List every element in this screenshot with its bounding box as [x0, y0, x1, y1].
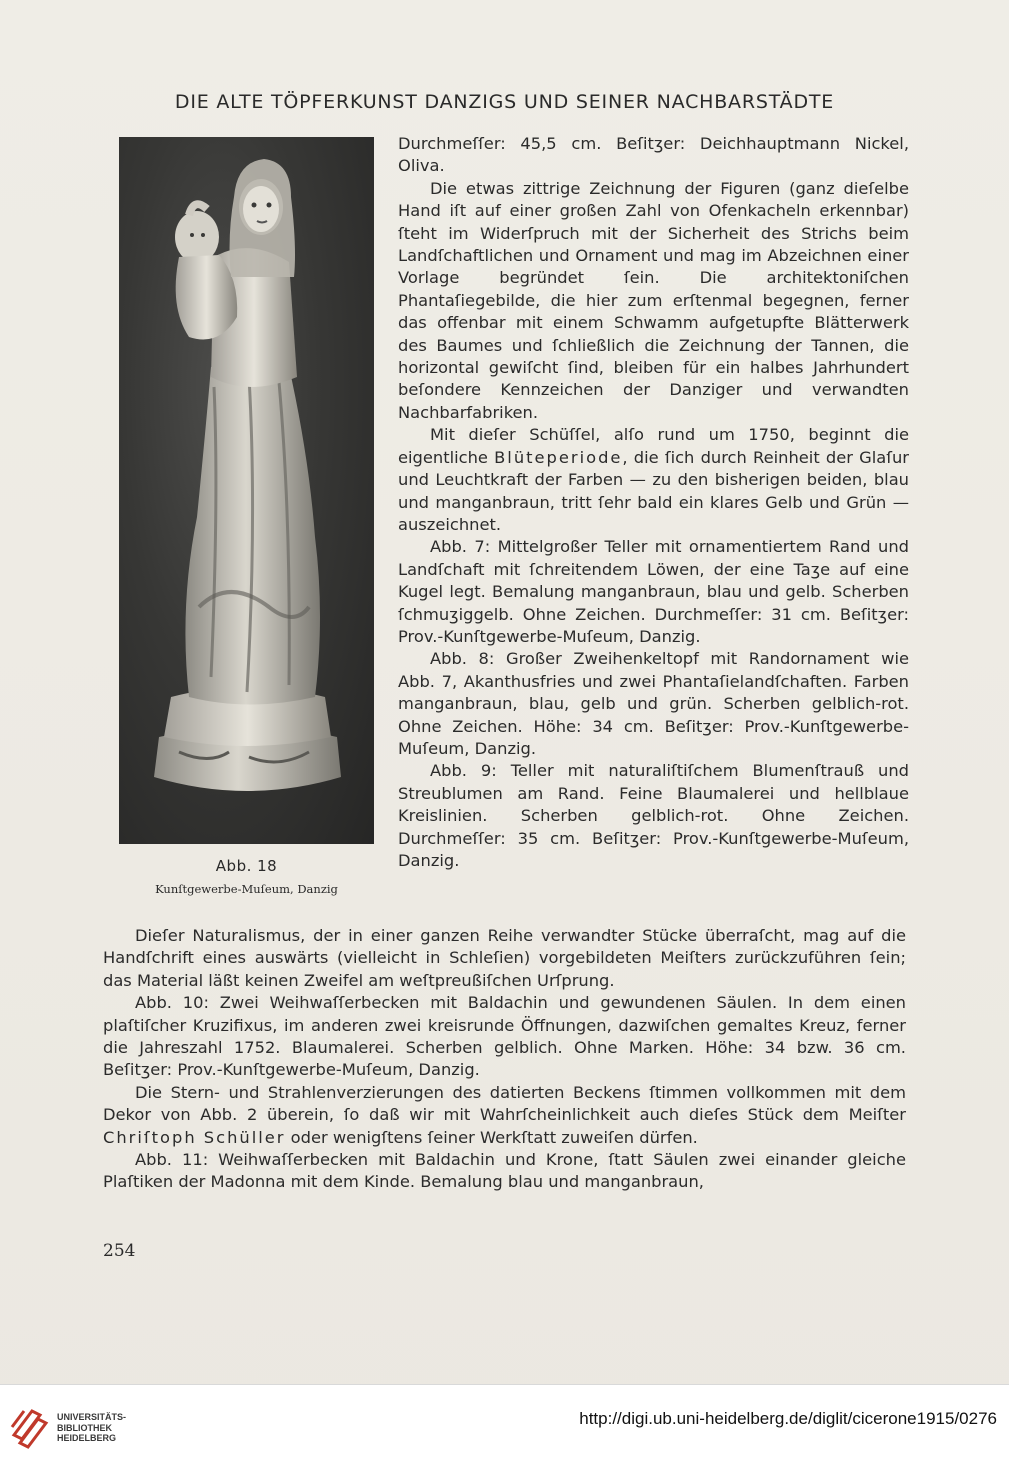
library-logo-icon [10, 1405, 50, 1449]
figure-source: Kunſtgewerbe-Muſeum, Danzig [155, 882, 338, 896]
right-column-text [398, 133, 909, 872]
library-line: UNIVERSITÄTS- [57, 1412, 127, 1422]
source-url[interactable]: http://digi.ub.uni-heidelberg.de/diglit/cicerone1915/0276 [579, 1409, 997, 1428]
paragraph-schueller [103, 1082, 906, 1149]
paragraph: Dieſer Naturalismus, der in einer ganzen Reihe verwandter Stücke überraſcht, mag auf die Handſchrift eines auswärts (vielleicht in Schleſien) vorgebildeten Meiſters zurückzuführen ſein; das Material läßt keinen Zweifel am weſtpreußiſchen Urſprung. [103, 926, 906, 990]
running-head: DIE ALTE TÖPFERKUNST DANZIGS UND SEINER NACHBARSTÄDTE [174, 91, 835, 113]
footer-bar [0, 1384, 1009, 1470]
spaced-name: Chriſtoph Schüller [103, 1127, 286, 1147]
paragraph-bluete [398, 424, 909, 536]
paragraph: Abb. 11: Weihwaſſerbecken mit Baldachin und Krone, ſtatt Säulen zwei einander gleiche Plaſtiken der Madonna mit dem Kinde. Bemalung blau und manganbraun, [103, 1150, 906, 1192]
spaced-term: Blüteperiode [494, 447, 623, 467]
full-width-text [103, 925, 906, 1194]
library-line: BIBLIOTHEK [57, 1422, 112, 1433]
text-run: , die ſich durch Reinheit der Glaſur und Leuchtkraft der Farben — zu den bisherigen beiden, blau und manganbraun, tritt ſehr bald ein klares Gelb und Grün — auszeichnet. [398, 447, 909, 534]
figure-label: Abb. 18 [215, 857, 278, 875]
text-run: Mit dieſer Schüſſel, alſo rund um 1750, beginnt die eigentliche [398, 425, 909, 467]
page-number: 254 [103, 1241, 136, 1261]
paragraph: Durchmeſſer: 45,5 cm. Beſitʒer: Deichhauptmann Nickel, Oliva. [398, 134, 909, 176]
paragraph: Abb. 10: Zwei Weihwaſſerbecken mit Baldachin und gewundenen Säulen. In dem einen plaſtiſcher Kruzifixus, im anderen zwei kreisrunde Öffnungen, dazwiſchen gemaltes Kreuz, ferner die Jahreszahl 1752. Blaumalerei. Scherben gelblich. Ohne Marken. Höhe: 34 bzw. 36 cm. Beſitʒer: Prov.-Kunſtgewerbe-Muſeum, Danzig. [103, 993, 906, 1080]
paragraph: Die etwas zittrige Zeichnung der Figuren (ganz dieſelbe Hand iſt auf einer großen Zahl von Ofenkacheln erkennbar) ſteht im Widerſpruch mit der Sicherheit des Strichs beim Landſchaftlichen und Ornament und mag im Abzeichnen einer Vorlage begründet ſein. Die architektoniſchen Phantaſiegebilde, die hier zum erſtenmal begegnen, ferner das offenbar mit einem Schwamm aufgetupfte Blätterwerk des Baumes und ſchließlich die Zeichnung der Tannen, die horizontal gewiſcht ſind, bleiben für ein halbes Jahrhundert beſondere Kennzeichen der Danziger und verwandten Nachbarfabriken. [398, 178, 909, 422]
library-name [57, 1412, 126, 1444]
paragraph: Abb. 9: Teller mit naturaliſtiſchem Blumenſtrauß und Streublumen am Rand. Feine Blaumalerei und hellblaue Kreislinien. Scherben gelblich-rot. Ohne Zeichen. Durchmeſſer: 35 cm. Beſitʒer: Prov.-Kunſtgewerbe-Muſeum, Danzig. [398, 761, 909, 870]
text-run: oder wenigſtens ſeiner Werkſtatt zuweiſen dürfen. [285, 1127, 698, 1147]
text-run: Die Stern- und Strahlenverzierungen des datierten Beckens ſtimmen vollkommen mit dem Dekor von Abb. 2 überein, ſo daß wir mit Wahrſcheinlichkeit auch dieſes Stück dem Meiſter [103, 1082, 906, 1125]
paragraph: Abb. 8: Großer Zweihenkeltopf mit Randornament wie Abb. 7, Akanthusfries und zwei Phantaſielandſchaften. Farben manganbraun, blau, gelb und grün. Scherben gelblich-rot. Ohne Zeichen. Höhe: 34 cm. Beſitʒer: Prov.-Kunſtgewerbe-Muſeum, Danzig. [398, 649, 909, 758]
paragraph: Abb. 7: Mittelgroßer Teller mit ornamentiertem Rand und Landſchaft mit ſchreitendem Löwen, der eine Taʒe auf eine Kugel legt. Bemalung manganbraun, blau und gelb. Scherben ſchmuʒiggelb. Ohne Zeichen. Durchmeſſer: 31 cm. Beſitʒer: Prov.-Kunſtgewerbe-Muſeum, Danzig. [398, 537, 909, 646]
library-line: HEIDELBERG [57, 1433, 117, 1443]
madonna-statue-illustration [119, 137, 374, 844]
madonna-figure-photo [119, 137, 374, 844]
